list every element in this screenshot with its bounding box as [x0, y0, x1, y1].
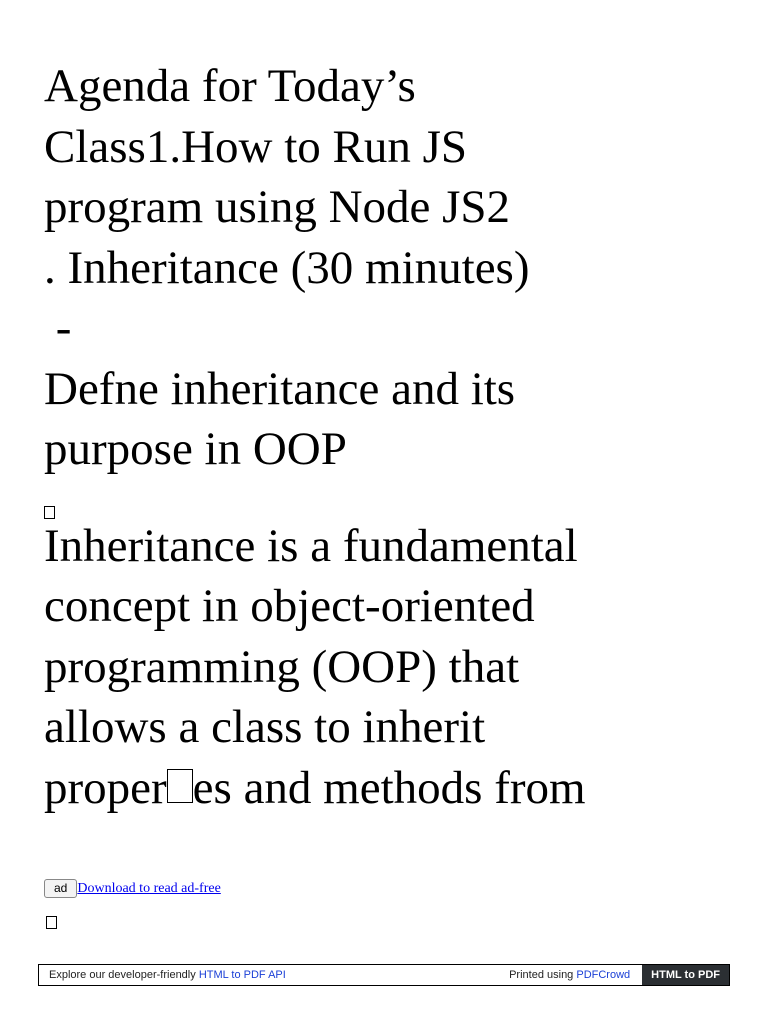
footer-promo: [39, 969, 509, 981]
text-line: . Inheritance (30 minutes): [44, 241, 530, 294]
text-line: concept in object-oriented: [44, 580, 535, 632]
document-body: [44, 56, 744, 818]
missing-glyph-icon: [46, 916, 57, 929]
text-line: program using Node JS2: [44, 181, 511, 233]
text-line: -: [44, 302, 72, 354]
missing-glyph-icon: [167, 769, 193, 803]
download-ad-free-link[interactable]: Download to read ad-free: [77, 880, 221, 896]
ad-row: [44, 879, 221, 898]
html-to-pdf-api-link[interactable]: HTML to PDF API: [198, 969, 286, 981]
footer-prefix: Explore our developer-friendly: [49, 969, 199, 981]
text-line: allows a class to inherit: [44, 701, 486, 753]
text-line: Agenda for Today’s: [44, 60, 416, 112]
text-fragment: proper: [44, 761, 167, 814]
text-line: Inheritance is a fundamental: [44, 519, 578, 572]
pdf-footer-banner: [38, 964, 730, 986]
footer-printed-prefix: Printed using: [509, 969, 577, 981]
text-line: purpose in OOP: [44, 423, 347, 475]
pdfcrowd-link[interactable]: PDFCrowd: [576, 969, 631, 981]
text-line: Defne inheritance and its: [44, 362, 516, 415]
footer-printed: [509, 969, 642, 981]
ad-badge[interactable]: ad: [44, 879, 77, 898]
text-line: Class1.How to Run JS: [44, 120, 468, 173]
html-to-pdf-button[interactable]: HTML to PDF: [642, 965, 729, 985]
text-line-properties: [44, 758, 744, 819]
text-fragment: es and methods from: [192, 761, 586, 814]
text-line: programming (OOP) that: [44, 640, 520, 693]
